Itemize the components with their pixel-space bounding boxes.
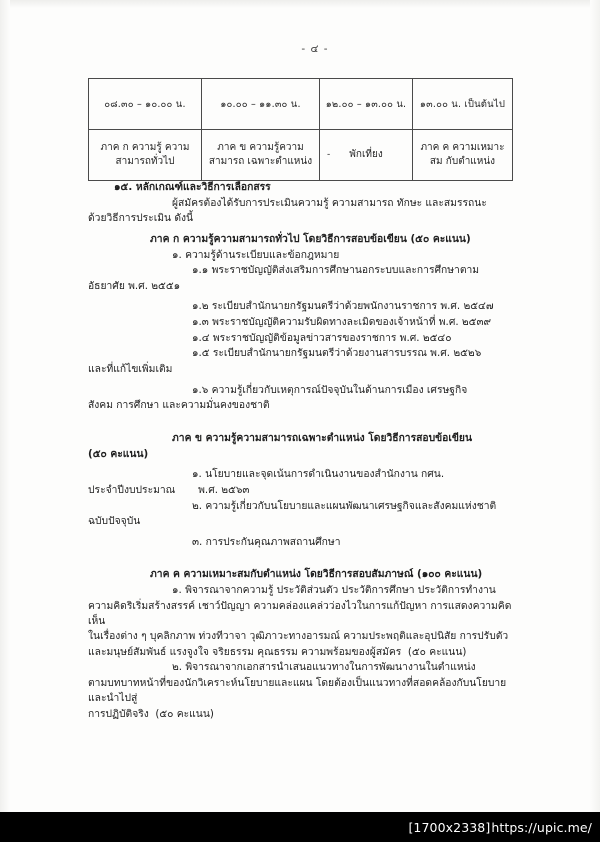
lunch-label: พักเที่ยง [349,148,383,160]
part-c-item-2-line-1: ๒. พิจารณาจากเอกสารนำเสนอแนวทางในการพัฒนางานในตำแหน่ง [172,661,476,674]
intro-paragraph-line-1: ผู้สมัครต้องได้รับการประเมินความรู้ ความสามารถ ทักษะ และสมรรถนะ [172,196,487,209]
heading-part-a: ภาค ก ความรู้ความสามารถทั่วไป โดยวิธีการสอบข้อเขียน (๕๐ คะแนน) [150,232,471,245]
table-row-times [89,79,513,130]
image-host-url[interactable]: https://upic.me/ [491,819,592,835]
lunch-dash-marker: - [327,149,331,160]
intro-paragraph-line-2: ด้วยวิธีการประเมิน ดังนี้ [88,212,194,225]
part-a-item-1-6-line-2: สังคม การศึกษา และความมั่นคงของชาติ [88,399,270,412]
part-b-item-3: ๓. การประกันคุณภาพสถานศึกษา [192,535,341,548]
spacer [0,550,600,567]
part-b-item-1-line-2: ประจำปีงบประมาณ พ.ศ. ๒๕๖๓ [88,483,250,496]
part-b-item-2-line-1: ๒. ความรู้เกี่ยวกับนโยบายและแผนพัฒนาเศรษฐกิจและสังคมแห่งชาติ [192,499,497,512]
table-cell-time-4: ๑๓.๐๐ น. เป็นต้นไป [413,79,513,130]
heading-section-15: ๑๕. หลักเกณฑ์และวิธีการเลือกสรร [114,181,271,193]
exam-schedule-table [88,78,513,181]
table-row-parts [89,130,513,181]
table-cell-part-b: ภาค ข ความรู้ความสามารถ เฉพาะตำแหน่ง [202,130,320,181]
part-c-item-1-line-3: ในเรื่องต่าง ๆ บุคลิกภาพ ท่วงทีวาจา วุฒิภาวะทางอารมณ์ ความประพฤติและอุปนิสัย การปรับตัว [88,630,509,643]
heading-part-c: ภาค ค ความเหมาะสมกับตำแหน่ง โดยวิธีการสอบสัมภาษณ์ (๑๐๐ คะแนน) [150,568,483,581]
spacer [0,414,600,431]
part-c-item-1-line-2: ความคิดริเริ่มสร้างสรรค์ เชาว์ปัญญา ความคล่องแคล่วว่องไวในการแก้ปัญหา การแสดงความคิดเห็น [88,599,512,627]
part-a-item-1-2: ๑.๒ ระเบียบสำนักนายกรัฐมนตรีว่าด้วยพนักงานราชการ พ.ศ. ๒๕๔๗ [192,300,494,313]
image-host-footer-bar [0,812,600,842]
table-cell-lunch-break [320,130,413,181]
part-c-item-1-line-1: ๑. พิจารณาจากความรู้ ประวัติส่วนตัว ประวัติการศึกษา ประวัติการทำงาน [172,584,496,597]
document-body-text [0,180,600,722]
part-c-item-2-line-3: การปฏิบัติจริง (๕๐ คะแนน) [88,707,214,720]
part-c-item-1-line-4: และมนุษย์สัมพันธ์ แรงจูงใจ จริยธรรม คุณธรรม ความพร้อมของผู้สมัคร (๕๐ คะแนน) [88,645,467,658]
part-a-item-1: ๑. ความรู้ด้านระเบียบและข้อกฎหมาย [172,248,340,261]
part-a-item-1-5-line-1: ๑.๕ ระเบียบสำนักนายกรัฐมนตรีว่าด้วยงานสารบรรณ พ.ศ. ๒๕๒๖ [192,347,482,360]
part-a-item-1-1-line-1: ๑.๑ พระราชบัญญัติส่งเสริมการศึกษานอกระบบและการศึกษาตาม [192,264,480,277]
table-cell-time-3: ๑๒.๐๐ – ๑๓.๐๐ น. [320,79,413,130]
page-number: - ๔ - [301,43,329,55]
heading-part-b-line-1: ภาค ข ความรู้ความสามารถเฉพาะตำแหน่ง โดยวิธีการสอบข้อเขียน [172,431,472,444]
part-a-item-1-4: ๑.๔ พระราชบัญญัติข้อมูลข่าวสารของราชการ พ.ศ. ๒๕๔๐ [192,331,452,344]
image-dimensions-label: [1700x2338] [408,819,491,835]
part-a-item-1-5-line-2: และที่แก้ไขเพิ่มเติม [88,363,173,376]
table-cell-part-c: ภาค ค ความเหมาะสม กับตำแหน่ง [413,130,513,181]
part-b-item-2-line-2: ฉบับปัจจุบัน [88,515,141,528]
heading-part-b-line-2: (๕๐ คะแนน) [88,447,149,460]
table-cell-time-2: ๑๐.๐๐ – ๑๑.๓๐ น. [202,79,320,130]
part-a-item-1-6-line-1: ๑.๖ ความรู้เกี่ยวกับเหตุการณ์ปัจจุบันในด้านการเมือง เศรษฐกิจ [192,383,468,396]
part-c-item-2-line-2: ตามบทบาทหน้าที่ของนักวิเคราะห์นโยบายและแผน โดยต้องเป็นแนวทางที่สอดคล้องกับนโยบายและนำไปสู่ [88,676,507,705]
part-a-item-1-3: ๑.๓ พระราชบัญญัติความรับผิดทางละเมิดของเจ้าหน้าที่ พ.ศ. ๒๕๓๙ [192,316,492,329]
part-a-item-1-1-line-2: อัธยาศัย พ.ศ. ๒๕๕๑ [88,279,181,292]
table-cell-time-1: ๐๘.๓๐ – ๑๐.๐๐ น. [89,79,202,130]
part-b-item-1-line-1: ๑. นโยบายและจุดเน้นการดำเนินงานของสำนักงาน กศน. [192,468,445,481]
table-cell-part-a: ภาค ก ความรู้ ความสามารถทั่วไป [89,130,202,181]
